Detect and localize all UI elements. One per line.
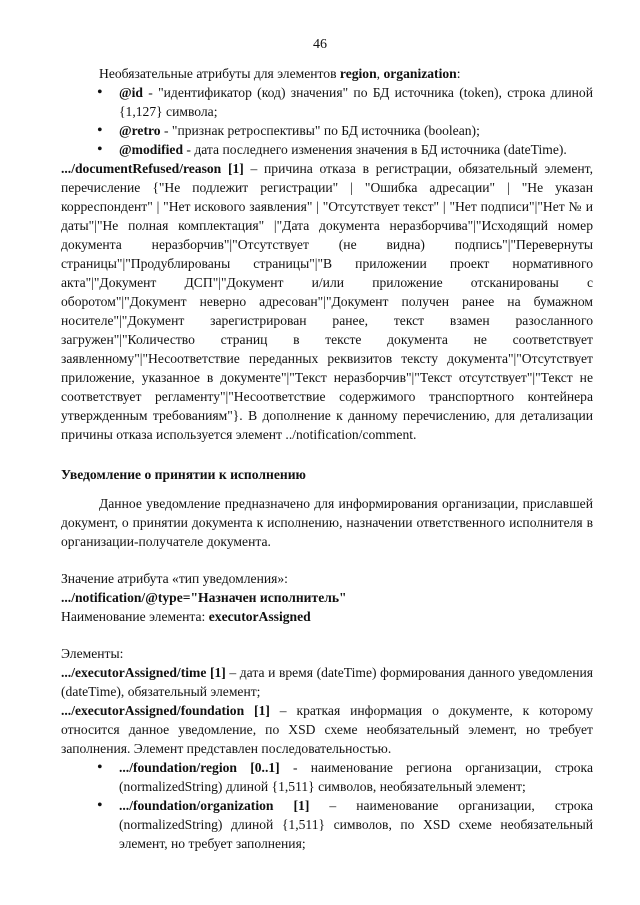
attribute-name: @retro — [119, 123, 161, 138]
foundation-list — [61, 758, 593, 853]
attribute-name: @modified — [119, 142, 183, 157]
attribute-description: - дата последнего изменения значения в БД источника (dateTime). — [183, 142, 567, 157]
colon: : — [456, 66, 461, 81]
optional-attrs-lead: Необязательные атрибуты для элементов — [99, 66, 340, 81]
reason-path: .../documentRefused/reason — [61, 161, 222, 176]
document-body — [61, 64, 593, 853]
attribute-item — [119, 140, 593, 159]
section-title: Уведомление о принятии к исполнению — [61, 467, 306, 482]
reason-paragraph — [61, 159, 593, 444]
foundation-item — [119, 758, 593, 796]
type-label: Значение атрибута «тип уведомления»: — [61, 571, 288, 586]
element-name: executorAssigned — [208, 609, 311, 624]
foundation-path: .../executorAssigned/foundation — [61, 703, 245, 718]
foundation-item-cardinality: [1] — [293, 798, 310, 813]
time-cardinality: [1] — [209, 665, 226, 680]
type-value-text: .../notification/@type="Назначен исполнитель" — [61, 590, 347, 605]
attribute-description: - "признак ретроспективы" по БД источника (boolean); — [160, 123, 480, 138]
foundation-item-text: – наименование организации, строка (normalizedString) длиной {1,511} символов, по XSD схеме необязательный элемент, но требует заполнения; — [119, 798, 593, 851]
optional-attrs-heading — [61, 64, 593, 83]
foundation-item-cardinality: [0..1] — [250, 760, 280, 775]
page-number: 46 — [313, 37, 327, 52]
foundation-cardinality: [1] — [254, 703, 270, 718]
foundation-text: – краткая информация о документе, к которому относится данное уведомление, по XSD схеме необязательный элемент, но требует заполнения. Элемент представлен последовательностью. — [61, 703, 593, 756]
foundation-item — [119, 796, 593, 853]
foundation-paragraph — [61, 701, 593, 758]
separator: , — [376, 66, 384, 81]
foundation-item-text: - наименование региона организации, строка (normalizedString) длиной {1,511} символов, необязательный элемент; — [119, 760, 593, 794]
attribute-description: - "идентификатор (код) значения" по БД источника (token), строка длиной {1,127} символа; — [119, 85, 593, 119]
attribute-name: @id — [119, 85, 143, 100]
attribute-list — [61, 83, 593, 159]
element-organization: organization — [383, 66, 457, 81]
elements-heading: Элементы: — [61, 646, 124, 661]
reason-text: – причина отказа в регистрации, обязательный элемент, перечисление {"Не подлежит регистрации" | "Ошибка адресации" | "Не указан корреспондент" | "Нет искового заявления" | "Отсутствует текст" | "Нет подписи"|"Нет № и даты"|"Не полная комплектация" |"Дата документа неразборчива"|"Исходящий номер документа неразборчив"|"Отсутствует (не видна) подпись"|"Перевернуты страницы"|"Продублированы страницы"|"В приложении проект нормативного акта"|"Документ ДСП"|"Документ и/или приложение отсканированы с оборотом"|"Документ неверно адресован"|"Документ получен ранее на бумажном носителе"|"Документ зарегистрирован ранее, текст взамен разосланного загружен"|"Количество страниц в тексте документа не соответствует заявленному"|"Несоответствие переданных реквизитов тексту документа"|"Отсутствует приложение, указанное в документе"|"Текст неразборчив"|"Текст отсутствует"|"Текст не соответствует регламенту"|"Несоответствие содержимого транспортного контейнера утвержденным требованиям"}. В дополнение к данному перечислению, для детализации причины отказа используется элемент ../notification/comment. — [61, 161, 593, 442]
section-intro: Данное уведомление предназначено для информирования организации, приславшей документ, о принятии документа к исполнению, назначении ответственного исполнителя в организации-получателе документа. — [61, 496, 593, 549]
reason-cardinality: [1] — [227, 161, 244, 176]
element-name-line — [61, 607, 593, 626]
time-paragraph — [61, 663, 593, 701]
type-value — [61, 588, 593, 607]
time-path: .../executorAssigned/time — [61, 665, 207, 680]
foundation-item-path: .../foundation/organization — [119, 798, 274, 813]
element-label: Наименование элемента: — [61, 609, 209, 624]
foundation-item-path: .../foundation/region — [119, 760, 237, 775]
time-text: – дата и время (dateTime) формирования данного уведомления (dateTime), обязательный элемент; — [61, 665, 593, 699]
attribute-item — [119, 121, 593, 140]
attribute-item — [119, 83, 593, 121]
element-region: region — [339, 66, 377, 81]
